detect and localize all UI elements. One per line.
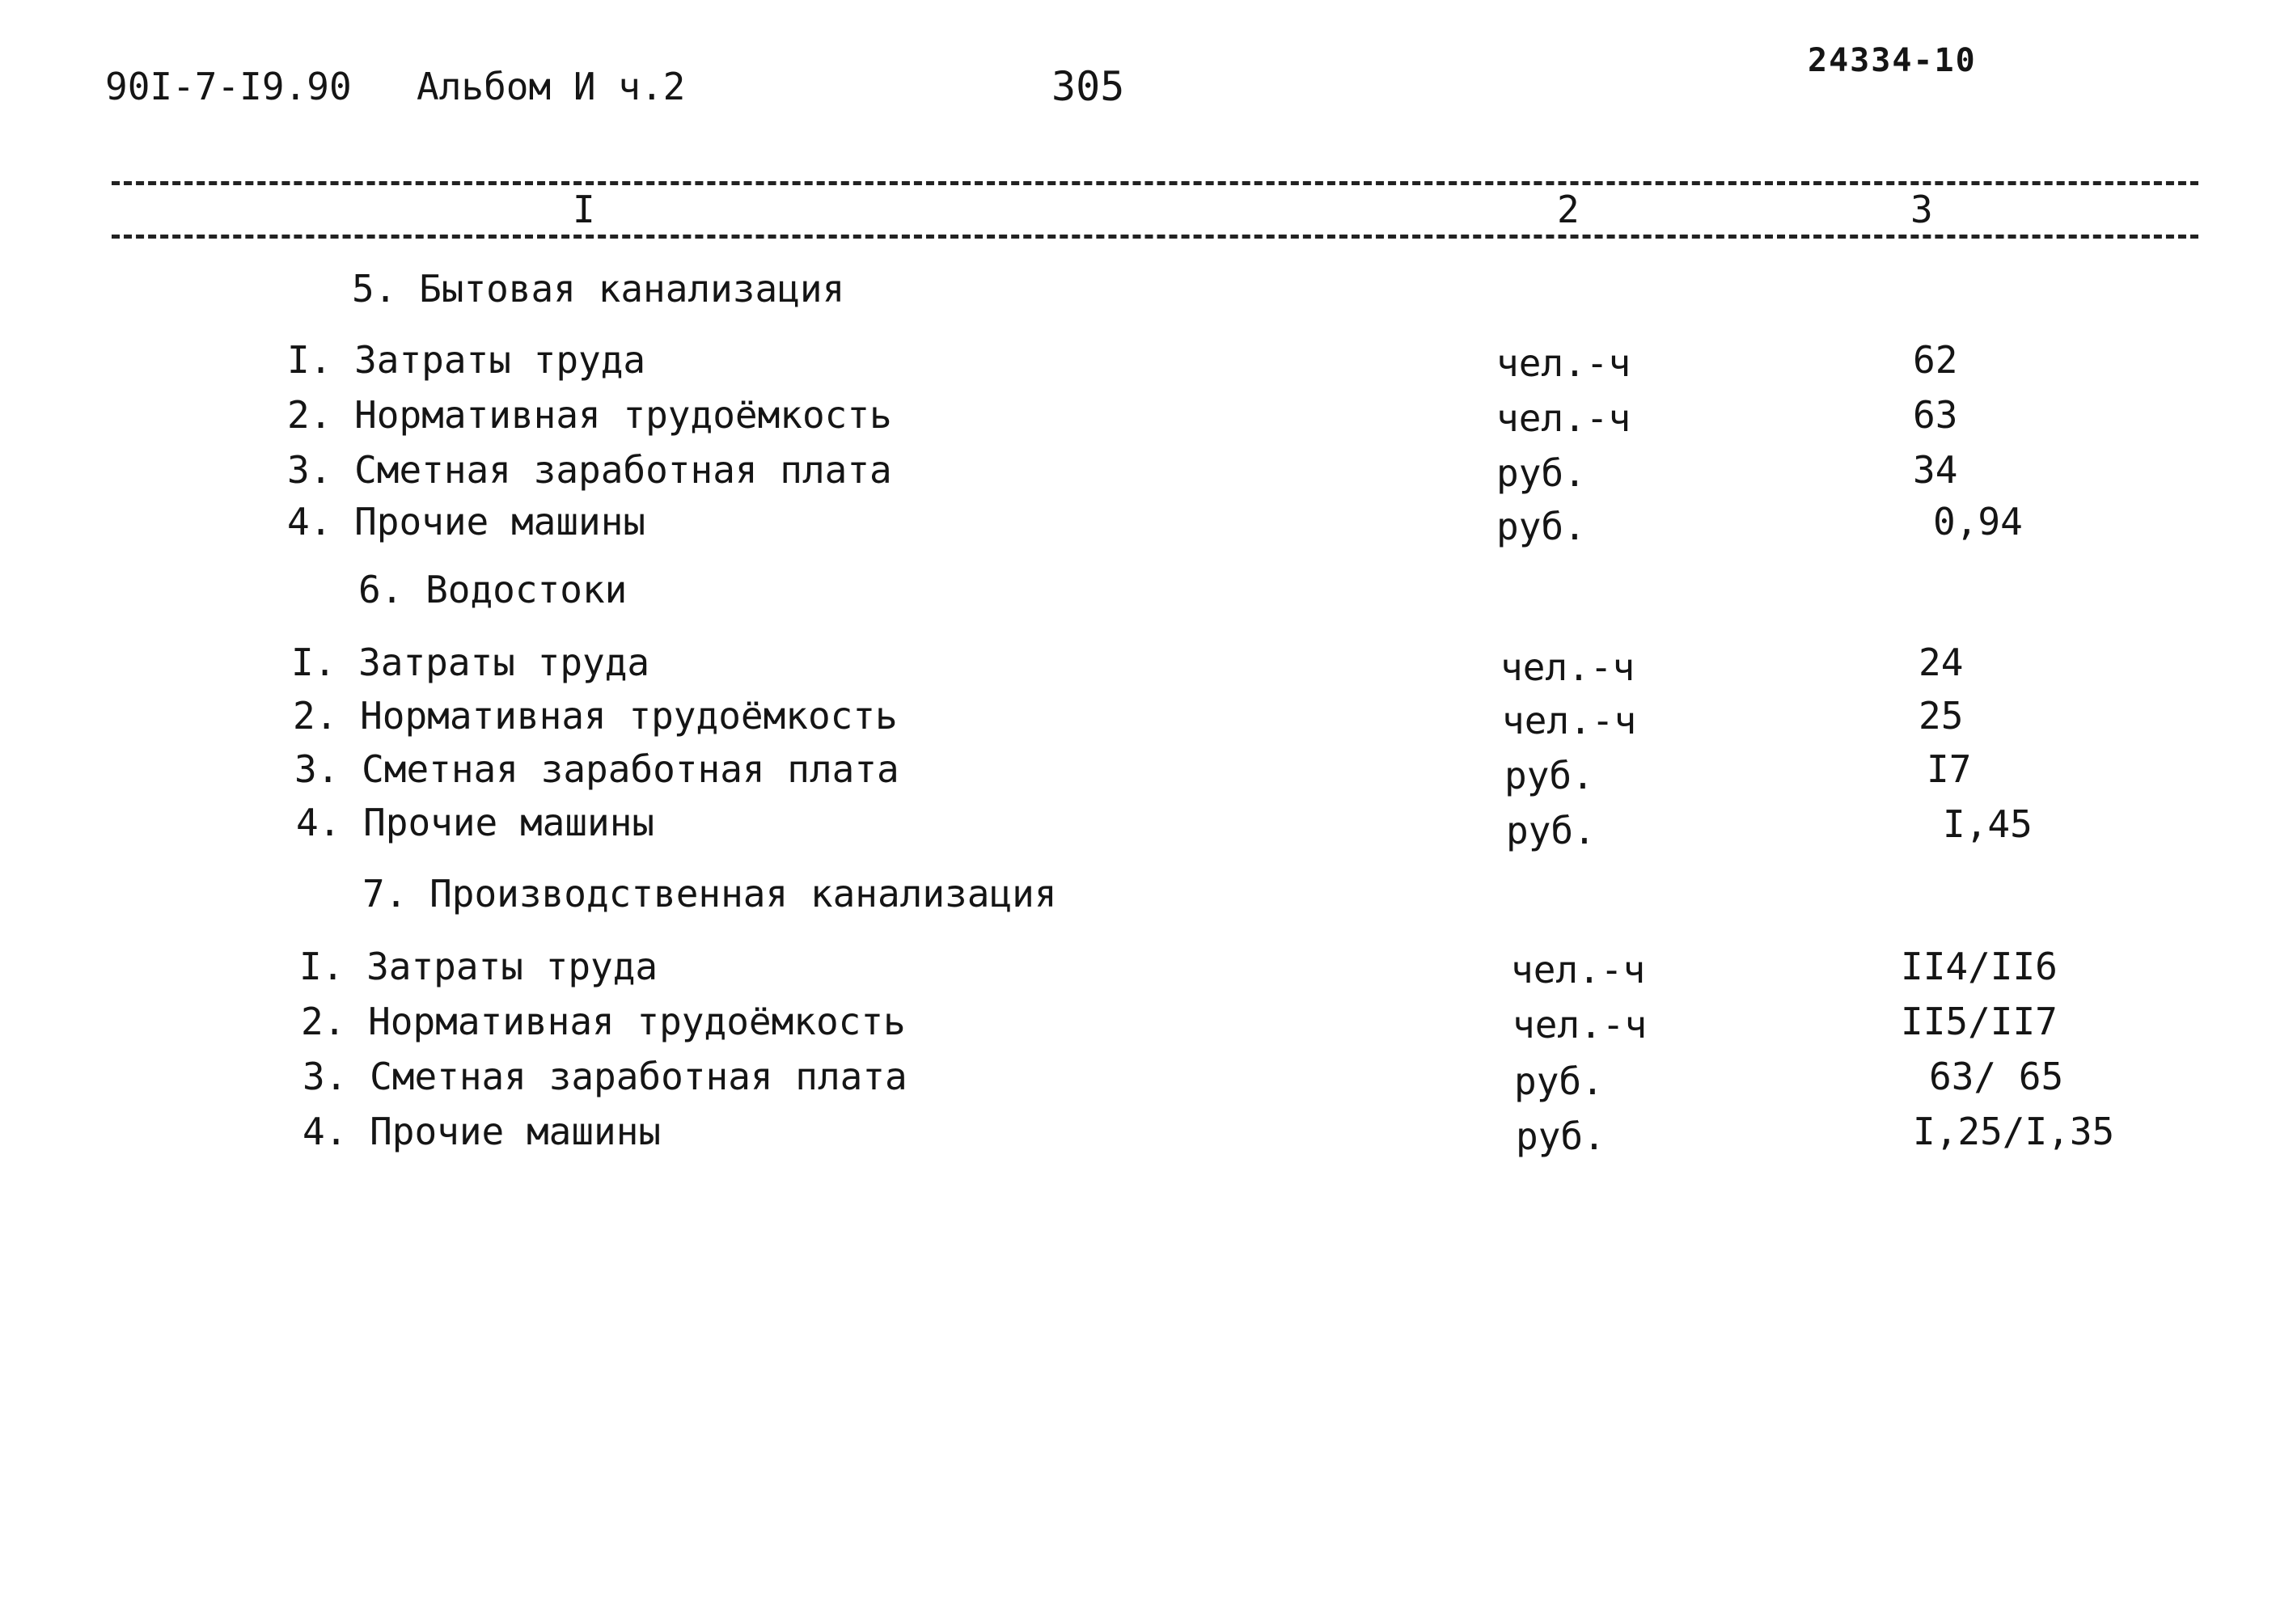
row-label: 3. Сметная заработная плата	[294, 747, 899, 791]
row-label: I. Затраты труда	[291, 641, 650, 684]
column-header-1: I	[573, 188, 595, 231]
row-label: 2. Нормативная трудоёмкость	[301, 1000, 906, 1043]
row-value: 63	[1913, 393, 1958, 437]
row-value: 34	[1913, 448, 1958, 492]
column-header-2: 2	[1557, 188, 1580, 231]
column-header-3: 3	[1910, 188, 1933, 231]
row-unit: чел.-ч	[1511, 948, 1646, 992]
row-label: 2. Нормативная трудоёмкость	[293, 694, 898, 738]
row-unit: чел.-ч	[1502, 699, 1637, 742]
row-label: 4. Прочие машины	[302, 1110, 662, 1153]
row-value: I7	[1927, 747, 1972, 791]
section-title: 5. Бытовая канализация	[352, 267, 845, 311]
section-title: 6. Водостоки	[358, 568, 628, 611]
archive-number: 24334-10	[1808, 42, 1977, 79]
row-unit: руб.	[1504, 754, 1594, 797]
row-unit: руб.	[1496, 451, 1586, 495]
album-label: Альбом И ч.2	[417, 65, 686, 108]
row-label: I. Затраты труда	[287, 338, 646, 382]
row-value: I,25/I,35	[1913, 1110, 2115, 1153]
row-unit: руб.	[1496, 505, 1586, 548]
row-unit: чел.-ч	[1500, 645, 1635, 689]
page-number: 305	[1051, 63, 1125, 110]
row-value: 0,94	[1933, 500, 2023, 543]
document-code: 90I-7-I9.90	[105, 65, 352, 108]
row-value: I,45	[1943, 802, 2033, 846]
row-unit: чел.-ч	[1496, 341, 1631, 385]
row-unit: руб.	[1516, 1114, 1606, 1158]
row-value: II5/II7	[1901, 1000, 2058, 1043]
row-label: 3. Сметная заработная плата	[302, 1055, 907, 1098]
row-unit: руб.	[1514, 1059, 1604, 1103]
row-value: 63/ 65	[1929, 1055, 2064, 1098]
row-label: I. Затраты труда	[299, 945, 658, 988]
row-unit: руб.	[1506, 809, 1596, 852]
row-value: 24	[1919, 641, 1964, 684]
row-value: 62	[1913, 338, 1958, 382]
row-label: 4. Прочие машины	[296, 801, 655, 844]
section-title: 7. Производственная канализация	[362, 872, 1057, 916]
row-unit: чел.-ч	[1496, 396, 1631, 440]
row-label: 4. Прочие машины	[287, 500, 646, 543]
row-label: 2. Нормативная трудоёмкость	[287, 393, 892, 437]
table-header-bottom-rule	[112, 235, 2198, 239]
row-unit: чел.-ч	[1512, 1003, 1648, 1047]
row-value: 25	[1919, 694, 1964, 738]
row-value: II4/II6	[1901, 945, 2058, 988]
table-header-top-rule	[112, 181, 2198, 185]
row-label: 3. Сметная заработная плата	[287, 448, 892, 492]
